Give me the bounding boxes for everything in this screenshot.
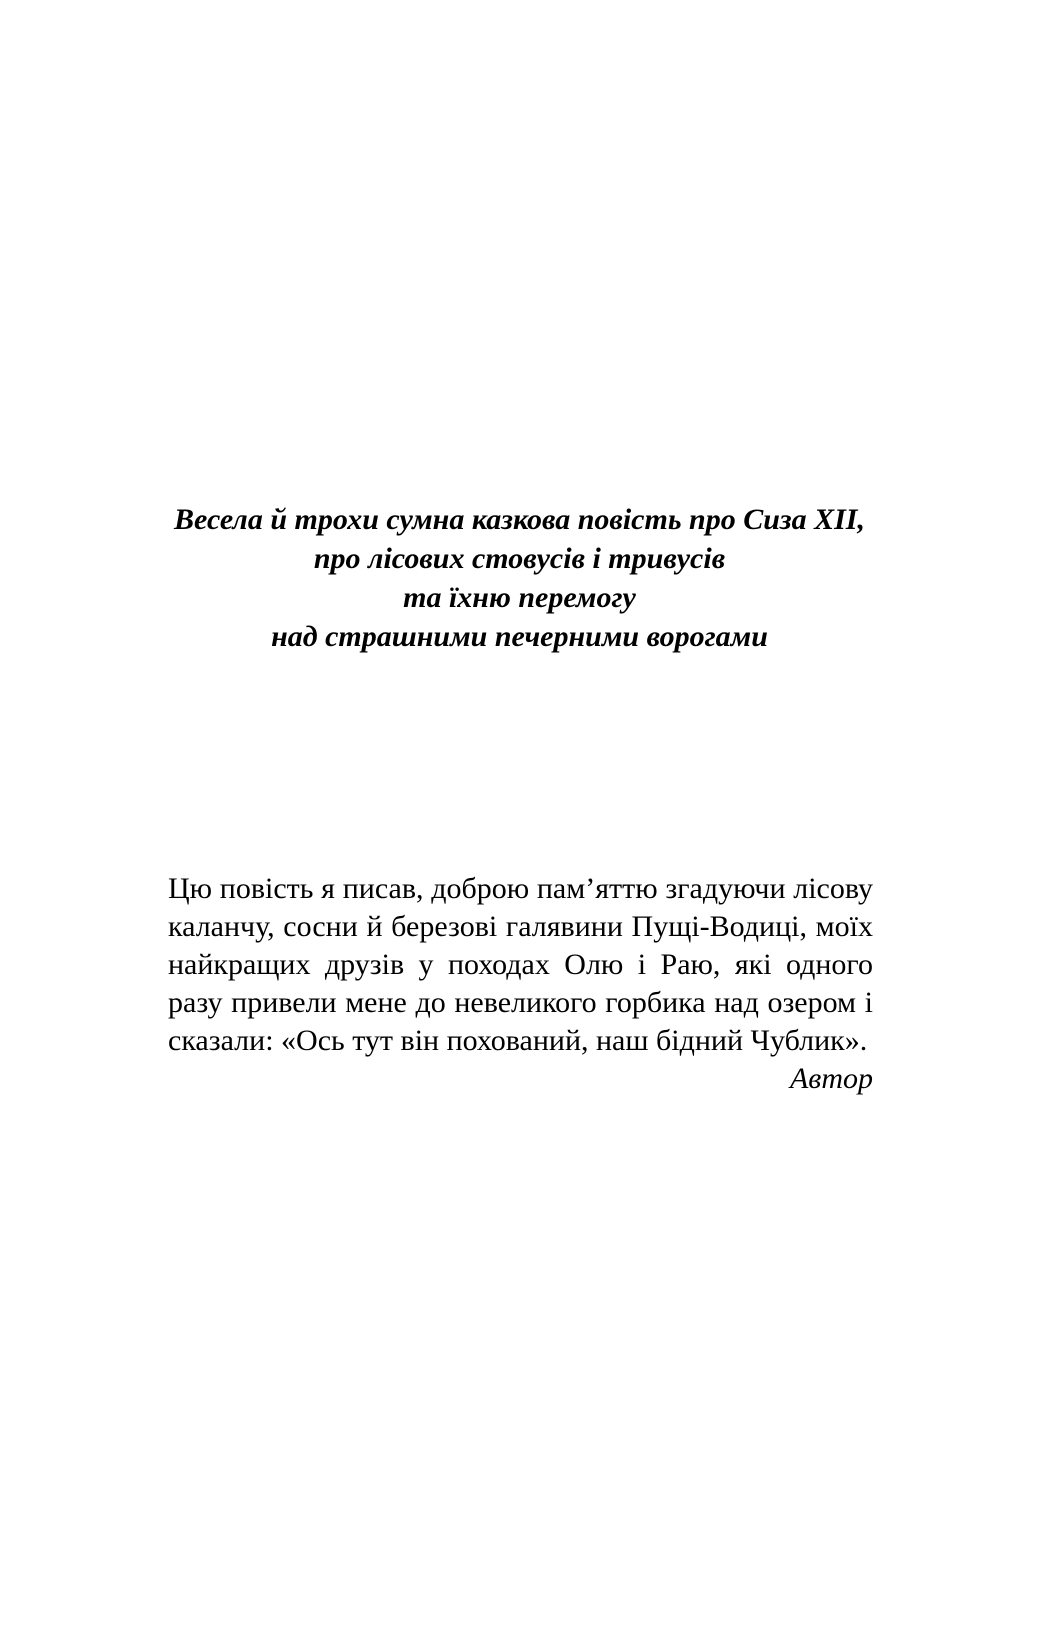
subtitle-line: та їхню перемогу <box>403 581 636 614</box>
subtitle-line: Весела й трохи сумна казкова повість про Сиза XII, <box>174 503 865 536</box>
dedication-block <box>168 870 873 1098</box>
book-subtitle <box>130 500 909 656</box>
subtitle-line: над страшними печерними ворогами <box>271 620 768 653</box>
author-signature: Автор <box>789 1062 873 1095</box>
dedication-text: Цю повість я писав, доброю пам’яттю згадуючи лісову каланчу, сосни й березові галявини Пущі-Водиці, моїх найкращих друзів у походах Олю і Раю, які одного разу привели мене до невеликого горбика над озером і сказали: «Ось тут він похований, наш бідний Чублик». <box>168 872 873 1057</box>
subtitle-line: про лісових стовусів і тривусів <box>313 542 726 575</box>
